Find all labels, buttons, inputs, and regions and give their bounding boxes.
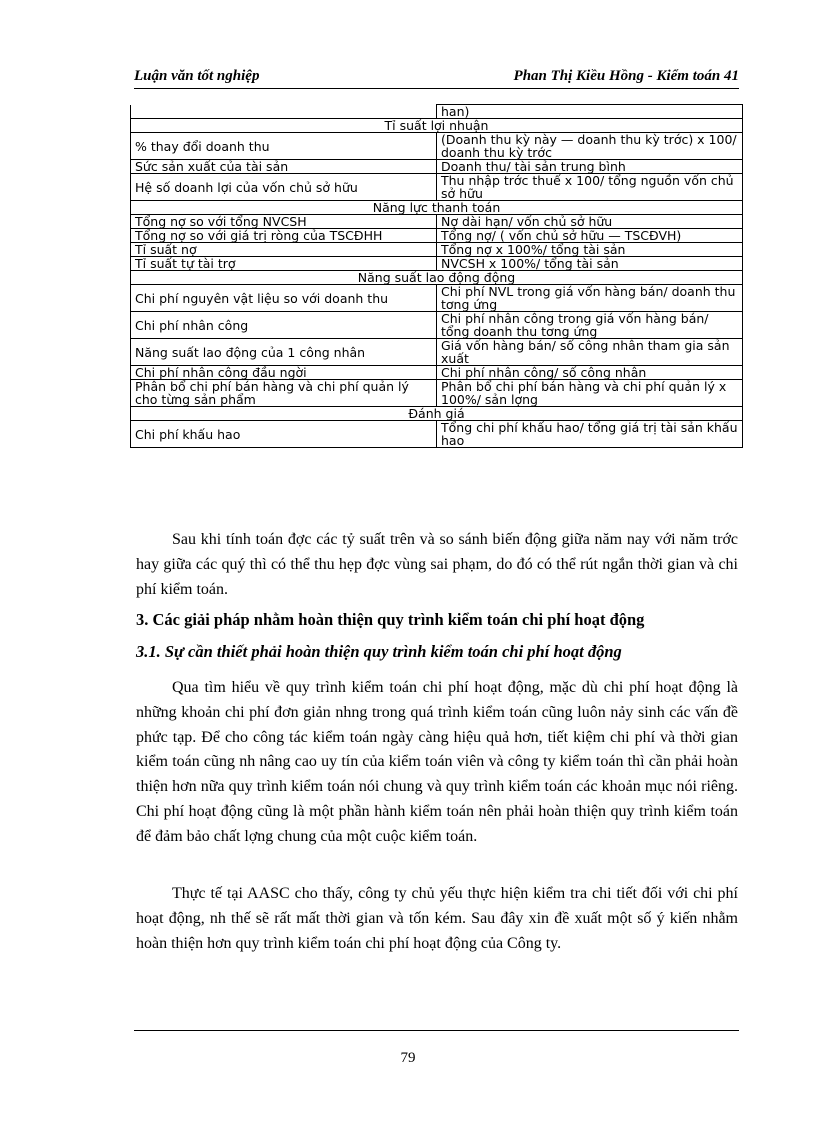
paragraph-necessity: Qua tìm hiểu về quy trình kiểm toán chi phí hoạt động, mặc dù chi phí hoạt động là những khoản chi phí đơn giản nhng trong quá trình kiểm toán cũng luôn nảy sinh các vấn đề phức tạp. Để cho công tác kiểm toán ngày càng hiệu quả hơn, tiết kiệm chi phí và thời gian kiểm toán cũng nh nâng cao uy tín của kiểm toán viên và công ty kiểm toán thì cần phải hoàn thiện hơn nữa quy trình kiểm toán nói chung và quy trình kiểm toán các khoản mục nói riêng. Chi phí hoạt động cũng là một phần hành kiểm toán nên phải hoàn thiện quy trình kiểm toán để đảm bảo chất lợng chung của một cuộc kiểm toán. [136,679,738,845]
table-row [131,133,743,160]
table-cell-name: Tổng nợ so với tổng NVCSH [131,215,437,229]
table-row [131,174,743,201]
table-row [131,421,743,448]
subsection-heading: 3.1. Sự cần thiết phải hoàn thiện quy trình kiểm toán chi phí hoạt động [136,642,622,661]
table-row [131,160,743,174]
header-author: Phan Thị Kiều Hồng - Kiểm toán 41 [513,68,739,84]
section-title: Đánh giá [131,407,743,421]
page-number: 79 [400,1050,416,1066]
table-cell-formula: han) [437,105,743,119]
table-row [131,339,743,366]
table-cell-formula: Chi phí nhân công trong giá vốn hàng bán/ tổng doanh thu tơng ứng [437,312,743,339]
footer-divider [134,1030,739,1031]
paragraph-summary: Sau khi tính toán đợc các tỷ suất trên và so sánh biến động giữa năm nay với năm trớc hay giữa các quý thì có thể thu hẹp đợc vùng sai phạm, do đó có thể rút ngắn thời gian và chi phí kiểm toán. [136,531,738,598]
table-section-row [131,271,743,285]
table-cell-formula: Tổng nợ x 100%/ tổng tài sản [437,243,743,257]
table-cell-formula: Phân bổ chi phí bán hàng và chi phí quản lý x 100%/ sản lợng [437,380,743,407]
table-cell-name: Năng suất lao động của 1 công nhân [131,339,437,366]
page-header [134,66,739,89]
table-cell-name: Tổng nợ so với giá trị ròng của TSCĐHH [131,229,437,243]
table-row [131,229,743,243]
table-cell-name: Sức sản xuất của tài sản [131,160,437,174]
table-cell-formula: Doanh thu/ tài sản trung bình [437,160,743,174]
table-cell-formula: (Doanh thu kỳ này — doanh thu kỳ trớc) x 100/ doanh thu kỳ trớc [437,133,743,160]
section-heading: 3. Các giải pháp nhằm hoàn thiện quy trình kiểm toán chi phí hoạt động [136,610,645,629]
table-cell-formula: NVCSH x 100%/ tổng tài sản [437,257,743,271]
table-section-row [131,407,743,421]
table-cell-name: Chi phí nguyên vật liệu so với doanh thu [131,285,437,312]
table-row [131,257,743,271]
table-section-row [131,119,743,133]
table-cell-name: Tỉ suất tự tài trợ [131,257,437,271]
table-cell-name: Chi phí nhân công [131,312,437,339]
table-cell-name: Chi phí nhân công đầu ngời [131,366,437,380]
table-row [131,243,743,257]
table-row [131,215,743,229]
table-section-row [131,201,743,215]
section-title: Năng suất lao động động [131,271,743,285]
table-row [131,285,743,312]
table-cell-name: % thay đổi doanh thu [131,133,437,160]
table-cell-formula: Chi phí NVL trong giá vốn hàng bán/ doanh thu tơng ứng [437,285,743,312]
table-cell-formula: Tổng chi phí khấu hao/ tổng giá trị tài sản khấu hao [437,421,743,448]
table-row [131,366,743,380]
table-row [131,312,743,339]
table-cell-formula: Nợ dài hạn/ vốn chủ sở hữu [437,215,743,229]
header-thesis-label: Luận văn tốt nghiệp [134,68,260,84]
table-row [131,105,743,119]
table-cell-formula: Thu nhập trớc thuế x 100/ tổng nguồn vốn chủ sở hữu [437,174,743,201]
table-row [131,380,743,407]
table-cell-name: Hệ số doanh lợi của vốn chủ sở hữu [131,174,437,201]
section-title: Năng lực thanh toán [131,201,743,215]
table-cell-name: Phân bổ chi phí bán hàng và chi phí quản lý cho từng sản phẩm [131,380,437,407]
table-cell-name: Chi phí khấu hao [131,421,437,448]
paragraph-aasc: Thực tế tại AASC cho thấy, công ty chủ yếu thực hiện kiểm tra chi tiết đối với chi phí hoạt động, nh thế sẽ rất mất thời gian và tốn kém. Sau đây xin đề xuất một số ý kiến nhằm hoàn thiện hơn quy trình kiểm toán chi phí hoạt động của Công ty. [136,885,738,952]
table-cell-name: Tỉ suất nợ [131,243,437,257]
ratio-table [130,104,743,448]
table-cell-formula: Chi phí nhân công/ số công nhân [437,366,743,380]
section-title: Tỉ suất lợi nhuận [131,119,743,133]
table-cell-formula: Tổng nợ/ ( vốn chủ sở hữu — TSCĐVH) [437,229,743,243]
table-cell-empty [131,105,437,119]
table-cell-formula: Giá vốn hàng bán/ số công nhân tham gia sản xuất [437,339,743,366]
